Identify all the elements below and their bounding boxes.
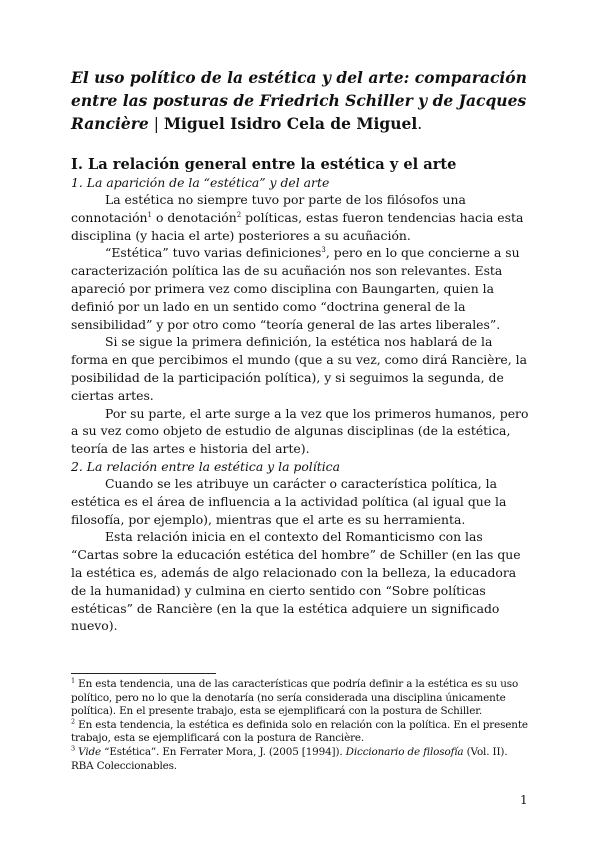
subsection-heading-2: 2. La relación entre la estética y la política <box>71 458 341 474</box>
footnote-mark-1: 1 <box>71 676 75 685</box>
paragraph-6: Esta relación inicia en el contexto del Romanticismo con las “Cartas sobre la educación estética del hombre” de Schiller (en las que la estética es, además de algo relacionado con la belleza, la educadora de la humanidad) y culmina en cierto sentido con “Sobre políticas estéticas” de Rancière (en la que la estética adquiere un significado nuevo). <box>71 529 521 634</box>
footnote-3-vide: Vide <box>75 745 101 758</box>
page-number: 1 <box>520 793 528 807</box>
footnote-ref-2[interactable]: 2 <box>236 210 242 219</box>
subsection-heading-1: 1. La aparición de la “estética” y del arte <box>71 175 330 190</box>
title-separator: | <box>148 115 164 133</box>
title-text: El uso político de la estética y del arte: comparación entre las posturas de Friedrich Schiller y de Jacques Rancière <box>71 68 527 133</box>
paragraph-2-b: , pero en lo que concierne a su caracterización política las de su acuñación nos son relevantes. Esta apareció por primera vez como disciplina con Baungarten, quien la definió por un lado en un sentido como “doctrina general de la sensibilidad” y por otro como “teoría general de las artes liberales”. <box>71 245 520 332</box>
paragraph-1-b: o denotación <box>152 209 237 225</box>
footnote-mark-2: 2 <box>71 717 75 726</box>
footnote-1 <box>71 678 533 719</box>
paragraph-1 <box>71 191 533 244</box>
paragraph-2 <box>71 244 533 333</box>
paragraph-2-a: “Estética” tuvo varias definiciones <box>105 245 322 261</box>
document-title <box>71 66 533 136</box>
footnote-3-b: (Vol. II). RBA Coleccionables. <box>71 745 508 772</box>
paragraph-4: Por su parte, el arte surge a la vez que los primeros humanos, pero a su vez como objeto de estudio de algunas disciplinas (de la estética, teoría de las artes e historia del arte). <box>71 405 529 457</box>
footnote-1-text: En esta tendencia, una de las características que podría definir a la estética es su uso político, pero no lo que la denotaría (no sería considerada una disciplina únicamente política). En el presente trabajo, esta se ejemplificará con la postura de Schiller. <box>71 678 519 718</box>
footnote-divider <box>71 673 216 674</box>
footnote-2-text: En esta tendencia, la estética es definida solo en relación con la política. En el presente trabajo, esta se ejemplificará con la postura de Rancière. <box>71 718 528 745</box>
paragraph-3: Si se sigue la primera definición, la estética nos hablará de la forma en que percibimos el mundo (que a su vez, como dirá Rancière, la posibilidad de la participación política), y si seguimos la segunda, de ciertas artes. <box>71 334 527 403</box>
footnote-ref-1[interactable]: 1 <box>147 210 152 219</box>
footnote-3-book-title: Diccionario de filosofía <box>345 745 464 758</box>
footnote-3-a: “Estética”. En Ferrater Mora, J. (2005 [1994]). <box>101 745 346 758</box>
footnote-2 <box>71 719 533 746</box>
paragraph-1-c: políticas, estas fueron tendencias hacia esta disciplina (y hacia el arte) posteriores a su acuñación. <box>71 209 524 243</box>
paragraph-1-a: La estética no siempre tuvo por parte de los filósofos una connotación <box>71 192 466 225</box>
footnote-3 <box>71 746 533 773</box>
footnotes <box>71 678 533 773</box>
author-name: Miguel Isidro Cela de Miguel <box>163 114 418 133</box>
footnote-mark-3: 3 <box>71 744 75 753</box>
footnote-ref-3[interactable]: 3 <box>321 246 326 255</box>
paragraph-5: Cuando se les atribuye un carácter o característica política, la estética es el área de influencia a la actividad política (al igual que la filosofía, por ejemplo), mientras que el arte es su herramienta. <box>71 475 507 527</box>
document-body <box>71 66 533 635</box>
title-end: . <box>417 115 423 133</box>
section-heading: I. La relación general entre la estética y el arte <box>71 156 457 173</box>
